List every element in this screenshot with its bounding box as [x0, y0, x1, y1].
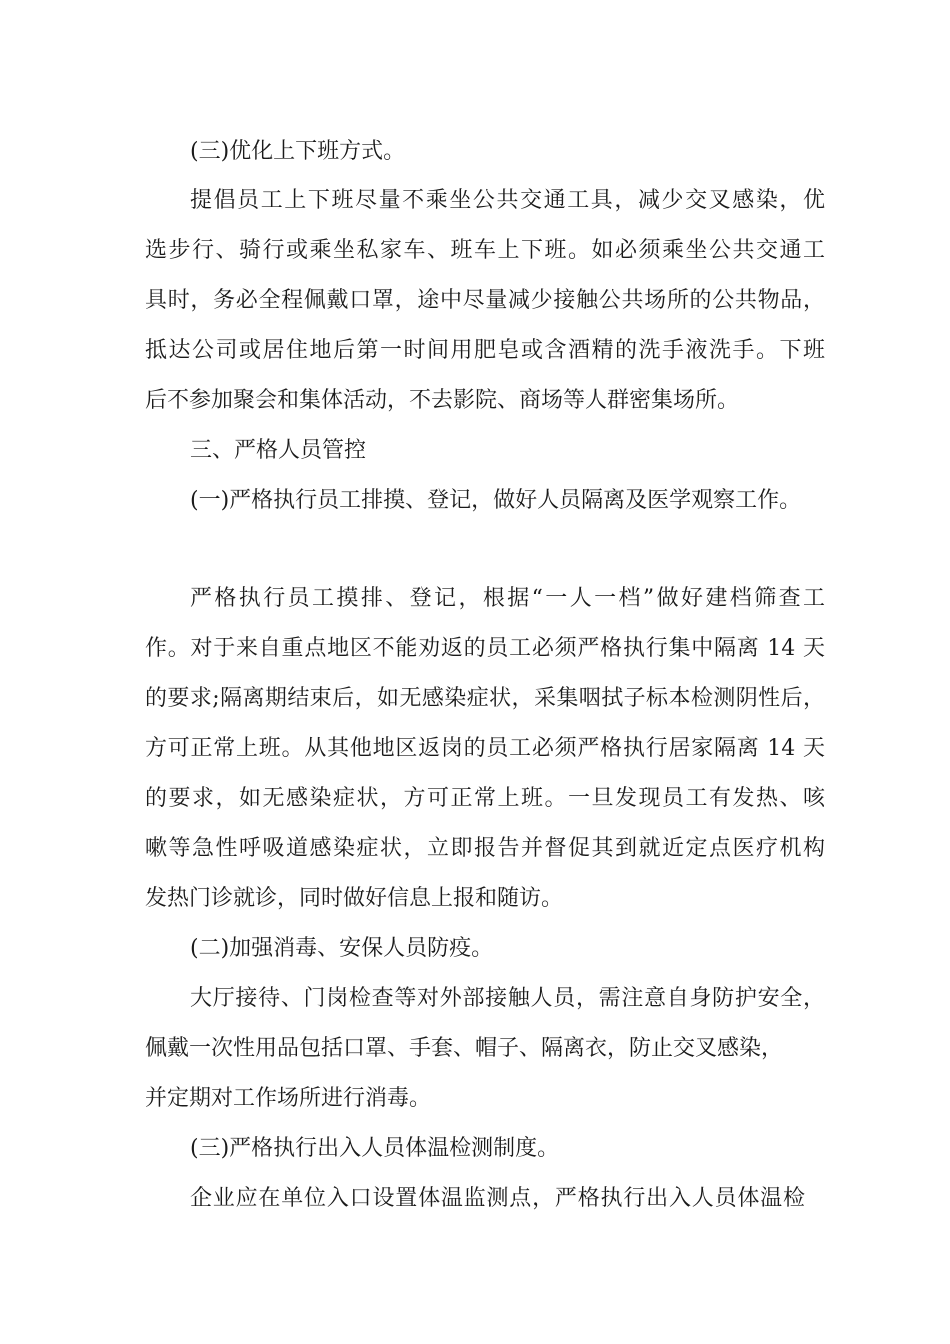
paragraph-line: 企业应在单位入口设置体温监测点，严格执行出入人员体温检	[190, 1186, 805, 1211]
paragraph-line: 方可正常上班。从其他地区返岗的员工必须严格执行居家隔离 14 天	[145, 736, 825, 761]
paragraph-line: 具时，务必全程佩戴口罩，途中尽量减少接触公共场所的公共物品，	[145, 288, 825, 313]
paragraph-line: 的要求;隔离期结束后，如无感染症状，采集咽拭子标本检测阴性后，	[145, 686, 825, 711]
paragraph-line: 严格执行员工摸排、登记，根据“一人一档”做好建档筛查工	[190, 586, 825, 611]
paragraph-line: 发热门诊就诊，同时做好信息上报和随访。	[145, 886, 564, 911]
section-heading: 三、严格人员管控	[190, 438, 367, 463]
paragraph-line: 大厅接待、门岗检查等对外部接触人员，需注意自身防护安全，	[190, 986, 825, 1011]
paragraph-line: 提倡员工上下班尽量不乘坐公共交通工具，减少交叉感染，优	[190, 188, 825, 213]
paragraph-line: 抵达公司或居住地后第一时间用肥皂或含酒精的洗手液洗手。下班	[145, 338, 825, 363]
subheading-disinfection: (二)加强消毒、安保人员防疫。	[190, 936, 494, 961]
paragraph-line: 的要求，如无感染症状，方可正常上班。一旦发现员工有发热、咳	[145, 786, 825, 811]
paragraph-line: 选步行、骑行或乘坐私家车、班车上下班。如必须乘坐公共交通工	[145, 238, 825, 263]
paragraph-line: 后不参加聚会和集体活动，不去影院、商场等人群密集场所。	[145, 388, 740, 413]
paragraph-line: 作。对于来自重点地区不能劝返的员工必须严格执行集中隔离 14 天	[145, 636, 825, 661]
subheading-temperature: (三)严格执行出入人员体温检测制度。	[190, 1136, 560, 1161]
paragraph-line: 并定期对工作场所进行消毒。	[145, 1086, 432, 1111]
subheading-registration: (一)严格执行员工排摸、登记，做好人员隔离及医学观察工作。	[190, 488, 802, 513]
paragraph-line: 嗽等急性呼吸道感染症状，立即报告并督促其到就近定点医疗机构	[145, 836, 825, 861]
paragraph-line: 佩戴一次性用品包括口罩、手套、帽子、隔离衣，防止交叉感染，	[145, 1036, 784, 1061]
subheading-commute: (三)优化上下班方式。	[190, 139, 406, 164]
